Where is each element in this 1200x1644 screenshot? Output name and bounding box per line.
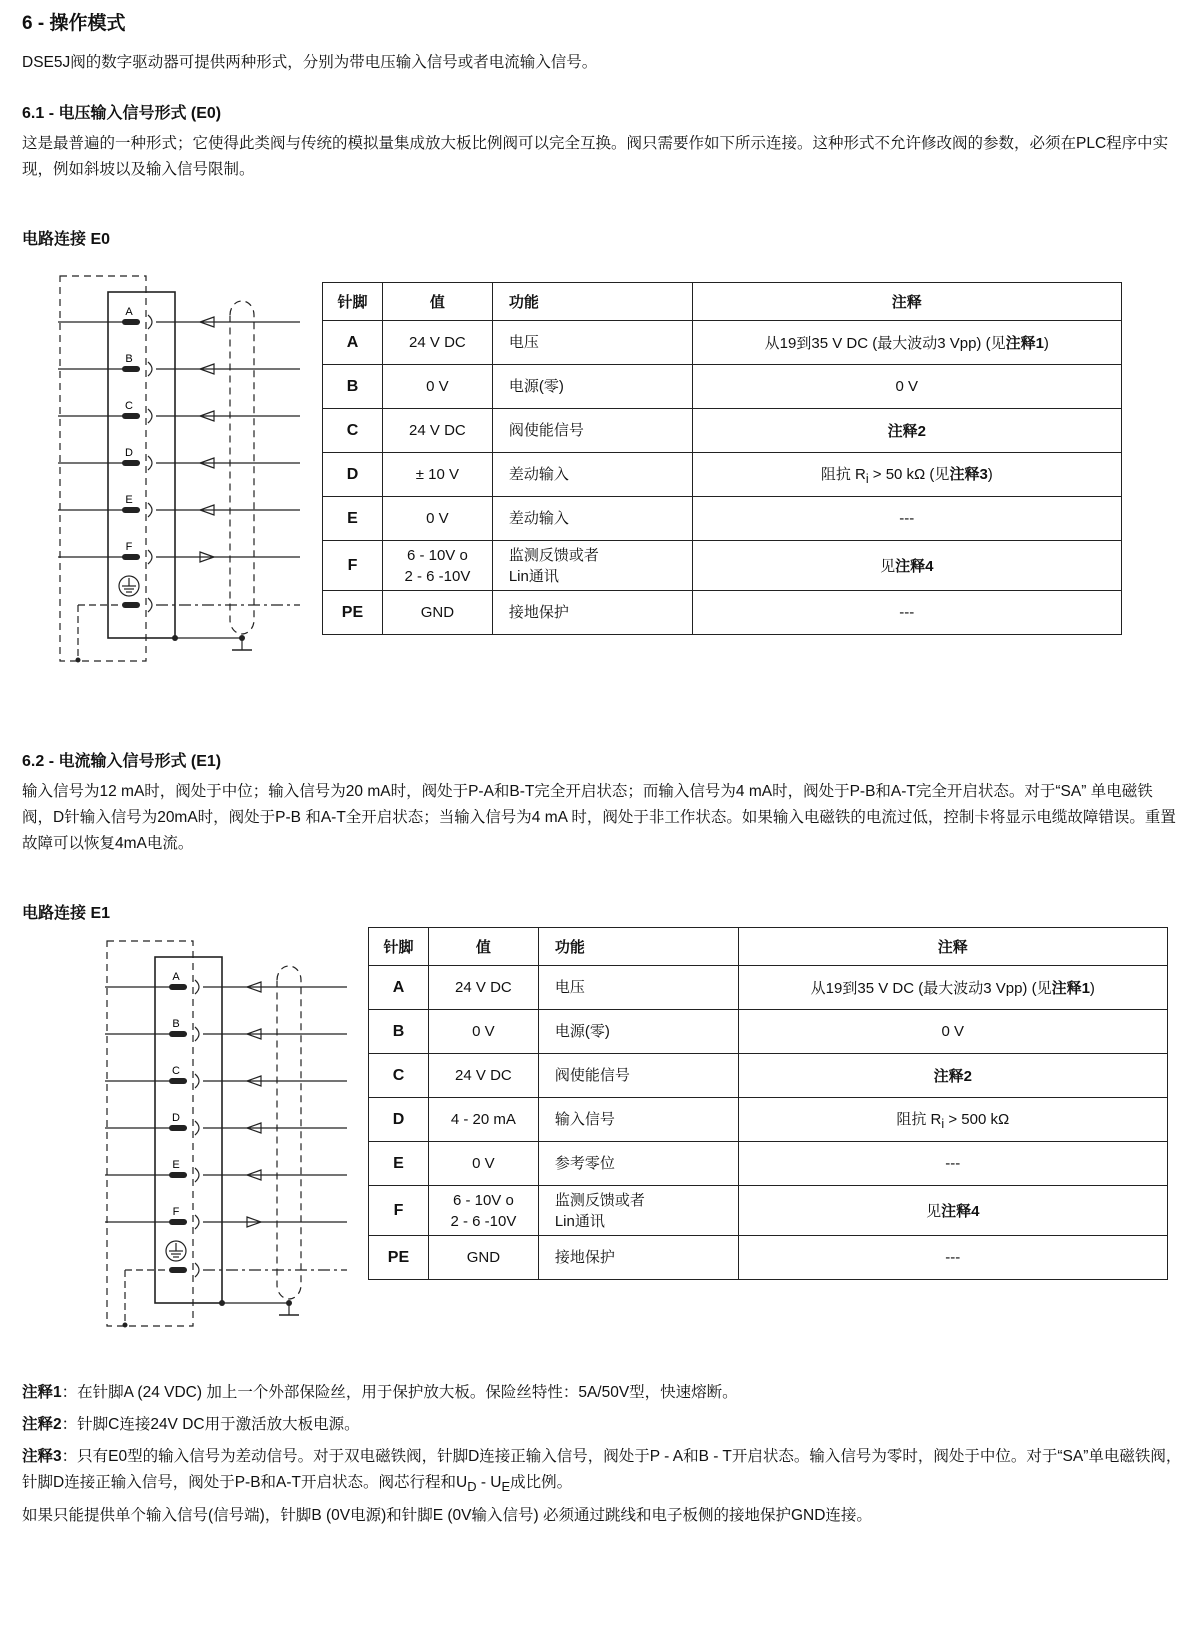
note-cell: 注释2 (738, 1054, 1167, 1098)
value-cell: 4 - 20 mA (428, 1098, 538, 1142)
function-cell: 监测反馈或者 Lin通讯 (538, 1186, 738, 1236)
socket-symbol (195, 1027, 199, 1041)
socket-symbol (195, 1215, 199, 1229)
note-text: ：只有E0型的输入信号为差动信号。对于双电磁铁阀，针脚D连接正输入信号，阀处于P - A和B - T开启状态。输入信号为零时，阀处于中位。对于“SA”单电磁铁阀，针脚D连接正输入信号，阀处于P-B和A-T开启状态。阀芯行程和U (22, 1448, 1182, 1491)
socket-symbol (148, 315, 152, 329)
cable-shield (230, 301, 254, 634)
socket-symbol (148, 598, 152, 612)
function-cell: 输入信号 (538, 1098, 738, 1142)
pin-cell: E (323, 497, 383, 541)
pin-contact (122, 366, 140, 372)
table-row (323, 541, 1122, 591)
table-row (369, 1186, 1168, 1236)
note-cell: 0 V (692, 365, 1121, 409)
note-label: 注释1 (22, 1384, 62, 1401)
table-row (323, 591, 1122, 635)
header-function: 功能 (492, 283, 692, 321)
pin-label: A (125, 306, 133, 318)
junction-dot (172, 635, 178, 641)
socket-symbol (195, 1263, 199, 1277)
wiring-schematic (58, 276, 300, 663)
table-row (323, 453, 1122, 497)
function-cell: 差动输入 (492, 497, 692, 541)
pin-contact (169, 1031, 187, 1037)
pin-table-e1 (368, 927, 1168, 1280)
function-cell: 参考零位 (538, 1142, 738, 1186)
pin-label: F (172, 1206, 180, 1218)
table-row (369, 1142, 1168, 1186)
note-1 (22, 1380, 1182, 1406)
table-row (369, 1054, 1168, 1098)
socket-symbol (148, 550, 152, 564)
header-function: 功能 (538, 928, 738, 966)
header-note: 注释 (738, 928, 1167, 966)
pin-label: B (172, 1018, 180, 1030)
note-cell: 阻抗 $R_i > 50$ kΩ (见注释3) (692, 453, 1121, 497)
pin-contact (169, 1172, 187, 1178)
circuit-title-e0: 电路连接 E0 (22, 231, 111, 248)
value-cell: GND (428, 1236, 538, 1280)
value-cell: 0 V (428, 1010, 538, 1054)
pin-label: D (172, 1112, 180, 1124)
table-row (323, 409, 1122, 453)
value-cell: 0 V (382, 365, 492, 409)
pin-label: B (125, 353, 133, 365)
pin-cell: D (323, 453, 383, 497)
note-label: 注释2 (22, 1416, 62, 1433)
subsection-title-e0: 6.1 - 电压输入信号形式 (E0) (22, 105, 222, 122)
function-cell: 电压 (492, 321, 692, 365)
header-value: 值 (382, 283, 492, 321)
subscript: D (467, 1479, 477, 1495)
section-intro: DSE5J阀的数字驱动器可提供两种形式，分别为带电压输入信号或者电流输入信号。 (22, 54, 598, 71)
table-row (323, 321, 1122, 365)
pin-cell: E (369, 1142, 429, 1186)
subsection-para-e0: 这是最普遍的一种形式；它使得此类阀与传统的模拟量集成放大板比例阀可以完全互换。阀只需要作如下所示连接。这种形式不允许修改阀的参数，必须在PLC程序中实现，例如斜坡以及输入信号限制。 (22, 135, 1169, 178)
pin-contact (169, 1078, 187, 1084)
pin-contact (122, 460, 140, 466)
junction-dot (123, 1323, 128, 1328)
pin-contact (122, 319, 140, 325)
table-row (369, 1236, 1168, 1280)
subsection-para-e1: 输入信号为12 mA时，阀处于中位；输入信号为20 mA时，阀处于P-A和B-T完全开启状态；而输入信号为4 mA时，阀处于P-B和A-T完全开启状态。对于“SA” 单电磁铁阀，D针输入信号为20mA时，阀处于P-B 和A-T全开启状态；当输入信号为4 mA 时，阀处于非工作状态。如果输入电磁铁的电流过低，控制卡将显示电缆故障错误。重置故障可以恢复4mA电流。 (22, 783, 1176, 852)
pin-label: C (172, 1065, 180, 1077)
value-cell: GND (382, 591, 492, 635)
pin-cell: PE (369, 1236, 429, 1280)
connector-body (108, 292, 175, 638)
section-title: 6 - 操作模式 (22, 13, 126, 34)
note-cell: --- (692, 497, 1121, 541)
pin-label: E (125, 494, 133, 506)
function-cell: 接地保护 (538, 1236, 738, 1280)
table-row (369, 1098, 1168, 1142)
pin-cell: C (323, 409, 383, 453)
pin-cell: A (323, 321, 383, 365)
socket-symbol (148, 409, 152, 423)
pin-contact (169, 984, 187, 990)
junction-dot (219, 1300, 225, 1306)
pin-contact (122, 602, 140, 608)
function-cell: 电源(零) (492, 365, 692, 409)
function-cell: 阀使能信号 (538, 1054, 738, 1098)
socket-symbol (148, 503, 152, 517)
header-note: 注释 (692, 283, 1121, 321)
value-cell: 6 - 10V o 2 - 6 -10V (428, 1186, 538, 1236)
pin-contact (169, 1219, 187, 1225)
note-cell: --- (738, 1236, 1167, 1280)
value-cell: 6 - 10V o 2 - 6 -10V (382, 541, 492, 591)
function-cell: 接地保护 (492, 591, 692, 635)
value-cell: 24 V DC (428, 966, 538, 1010)
pin-contact (122, 554, 140, 560)
note-text: ：在针脚A (24 VDC) 加上一个外部保险丝，用于保护放大板。保险丝特性：5A/50V型，快速熔断。 (61, 1384, 738, 1401)
subsection-title-e1: 6.2 - 电流输入信号形式 (E1) (22, 753, 222, 770)
note-2 (22, 1412, 1182, 1438)
cable-shield (277, 966, 301, 1299)
pin-contact (169, 1267, 187, 1273)
function-cell: 电压 (538, 966, 738, 1010)
note-cell: 从19到35 V DC (最大波动3 Vpp) (见注释1) (738, 966, 1167, 1010)
note-label: 注释3 (22, 1448, 62, 1465)
note-cell: 阻抗 $R_i > 500$ kΩ (738, 1098, 1167, 1142)
value-cell: 24 V DC (428, 1054, 538, 1098)
pin-label: E (172, 1159, 180, 1171)
table-row (369, 1010, 1168, 1054)
table-row (323, 497, 1122, 541)
pin-cell: PE (323, 591, 383, 635)
note-cell: --- (692, 591, 1121, 635)
connector-body (155, 957, 222, 1303)
table-row (323, 365, 1122, 409)
note-cell: 0 V (738, 1010, 1167, 1054)
pin-contact (169, 1125, 187, 1131)
subscript: E (501, 1479, 511, 1495)
pin-cell: C (369, 1054, 429, 1098)
pin-table-e0 (322, 282, 1122, 635)
note-cell: 从19到35 V DC (最大波动3 Vpp) (见注释1) (692, 321, 1121, 365)
socket-symbol (195, 980, 199, 994)
function-cell: 阀使能信号 (492, 409, 692, 453)
note-text: ：针脚C连接24V DC用于激活放大板电源。 (61, 1416, 360, 1433)
wiring-schematic (105, 941, 347, 1328)
pin-contact (122, 507, 140, 513)
pin-label: F (125, 541, 133, 553)
header-value: 值 (428, 928, 538, 966)
note-3 (22, 1444, 1182, 1500)
header-pin: 针脚 (323, 283, 383, 321)
note-4: 如果只能提供单个输入信号(信号端)，针脚B (0V电源)和针脚E (0V输入信号) 必须通过跳线和电子板侧的接地保护GND连接。 (22, 1507, 872, 1524)
note-text: - U (476, 1474, 502, 1491)
function-cell: 差动输入 (492, 453, 692, 497)
note-text: 成比例。 (510, 1474, 573, 1491)
junction-dot (76, 658, 81, 663)
note-cell: 注释2 (692, 409, 1121, 453)
table-row (369, 966, 1168, 1010)
pin-contact (122, 413, 140, 419)
pin-cell: D (369, 1098, 429, 1142)
socket-symbol (148, 362, 152, 376)
pin-cell: F (323, 541, 383, 591)
value-cell: 24 V DC (382, 321, 492, 365)
circuit-title-e1: 电路连接 E1 (22, 905, 111, 922)
function-cell: 电源(零) (538, 1010, 738, 1054)
pin-cell: F (369, 1186, 429, 1236)
pin-label: A (172, 971, 180, 983)
pin-label: D (125, 447, 133, 459)
pin-label: C (125, 400, 133, 412)
value-cell: 0 V (382, 497, 492, 541)
pin-cell: B (323, 365, 383, 409)
value-cell: 24 V DC (382, 409, 492, 453)
socket-symbol (148, 456, 152, 470)
socket-symbol (195, 1168, 199, 1182)
socket-symbol (195, 1074, 199, 1088)
socket-symbol (195, 1121, 199, 1135)
note-cell: 见注释4 (692, 541, 1121, 591)
pin-cell: B (369, 1010, 429, 1054)
pin-cell: A (369, 966, 429, 1010)
function-cell: 监测反馈或者 Lin通讯 (492, 541, 692, 591)
circuit-diagram-e1 (97, 935, 367, 1350)
header-pin: 针脚 (369, 928, 429, 966)
note-cell: --- (738, 1142, 1167, 1186)
note-cell: 见注释4 (738, 1186, 1167, 1236)
value-cell: ± 10 V (382, 453, 492, 497)
value-cell: 0 V (428, 1142, 538, 1186)
circuit-diagram-e0 (50, 270, 320, 680)
